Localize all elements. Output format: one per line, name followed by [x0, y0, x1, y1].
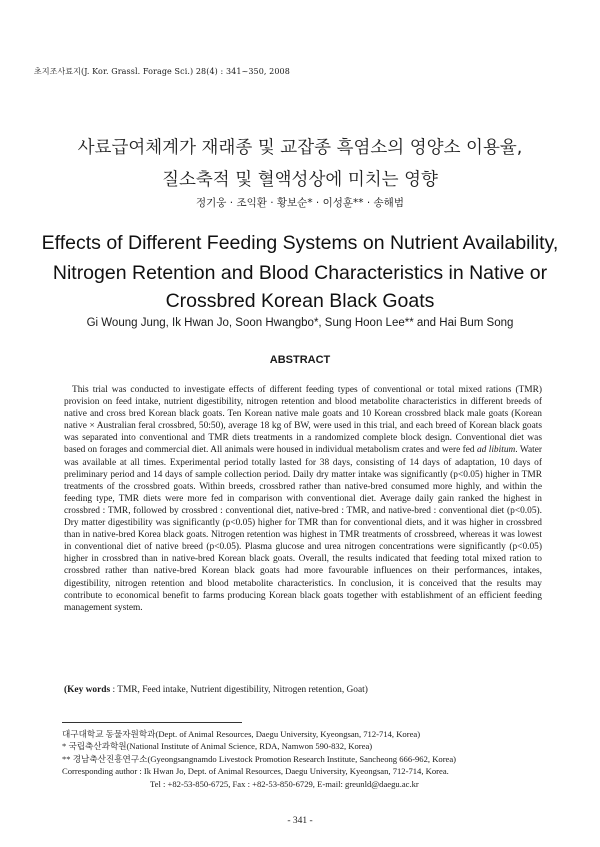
korean-authors: 정기웅 · 조익환 · 황보순* · 이성훈** · 송해범 [196, 197, 404, 209]
english-authors: Gi Woung Jung, Ik Hwan Jo, Soon Hwangbo*, Sung Hoon Lee** and Hai Bum Song [86, 317, 514, 329]
korean-title-line-1: 사료급여체계가 재래종 및 교잡종 흑염소의 영양소 이용율, [77, 138, 523, 158]
journal-header: 초지조사료지(J. Kor. Grassl. Forage Sci.) 28(4) : 341~350, 2008 [34, 67, 290, 76]
affiliation-gyeongnam: ** 경남축산진흥연구소(Gyeongsangnamdo Livestock Promotion Research Institute, Sancheong 666-962, Korea) [62, 754, 457, 764]
abstract-text-part-2: . Water was available at all times. Experimental period totally lasted for 38 days, consisting of 14 days of adaptation, 10 days of preliminary period and 14 days of sample collection period. Daily dry matter intake was significantly (p<0.05) higher in TMR treatments of the crossbred goats. Within breeds, crossbred rather than native-bred consumed more highly, and within the feeding type, TMR diets were more fed in comparison with conventional diet. Average daily gain ranked the highest in crossbred : TMR, followed by crossbred : conventional diet, native-bred : TMR, and native-bred : conventional diet (p<0.05). Dry matter digestibility was significantly (p<0.05) higher for TMR than for conventional diets, and it was higher in crossbred than in native-bred Korea black goats. Nitrogen retention was highest in TMR treatments of crossbreed, whereas it was lowest in conventional diet of native breed (p<0.05). Plasma glucose and urea nitrogen concentrations were significantly (p<0.05) higher in crossbred than in native-bred Korean black goats. Overall, the results indicated that feeding total mixed ration to crossbred rather than native-bred Korean black goats had more favourable influences on their performances, intakes, digestibility, nitrogen retention and blood metabolite characteristics. In conclusion, it is conceived that the results may contribute to economical benefit to farms producing Korean black goats together with establishment of an efficient feeding management system. [64, 445, 542, 613]
corresponding-author: Corresponding author : Ik Hwan Jo, Dept. of Animal Resources, Daegu University, Kyeongsan, 712-714, Korea. [62, 766, 449, 776]
keywords-text: : TMR, Feed intake, Nutrient digestibility, Nitrogen retention, Goat) [110, 685, 368, 695]
abstract-ad-libitum: ad libitum [476, 445, 516, 456]
english-title-line-3: Crossbred Korean Black Goats [165, 290, 435, 312]
english-title-line-2: Nitrogen Retention and Blood Characteristics in Native or [52, 262, 548, 284]
keywords [64, 685, 542, 695]
abstract-body [64, 384, 542, 614]
keywords-label: (Key words [64, 685, 111, 695]
english-title-line-1: Effects of Different Feeding Systems on Nutrient Availability, [41, 232, 559, 254]
abstract-text-part-1: This trial was conducted to investigate effects of different feeding types of conventional or total mixed rations (TMR) provision on feed intake, nutrient digestibility, nitrogen retention and blood metabolite characteristics in different breeds of native and cross bred Korean black goats. Ten Korean native male goats and 10 Korean crossbred black male goats (Korean native × Australian feral crossbred, 50:50), average 18 kg of BW, were used in this trial, and each breed of Korean black goats was separated into conventional and TMR diets treatments in a randomized complete block design. Conventional diet was based on forages and commercial diet. All animals were housed in individual metabolism crates and were fed [64, 385, 542, 456]
affiliation-daegu: 대구대학교 동물자원학과(Dept. of Animal Resources, Daegu University, Kyeongsan, 712-714, Korea) [62, 729, 421, 739]
abstract-heading: ABSTRACT [269, 354, 331, 366]
korean-title-line-2: 질소축적 및 혈액성상에 미치는 영향 [162, 170, 438, 190]
footnote-divider [62, 722, 242, 723]
page-number: - 341 - [287, 816, 313, 826]
affiliation-nias: * 국립축산과학원(National Institute of Animal Science, RDA, Namwon 590-832, Korea) [62, 741, 373, 751]
contact-info: Tel : +82-53-850-6725, Fax : +82-53-850-6729, E-mail: greunld@daegu.ac.kr [150, 779, 419, 789]
